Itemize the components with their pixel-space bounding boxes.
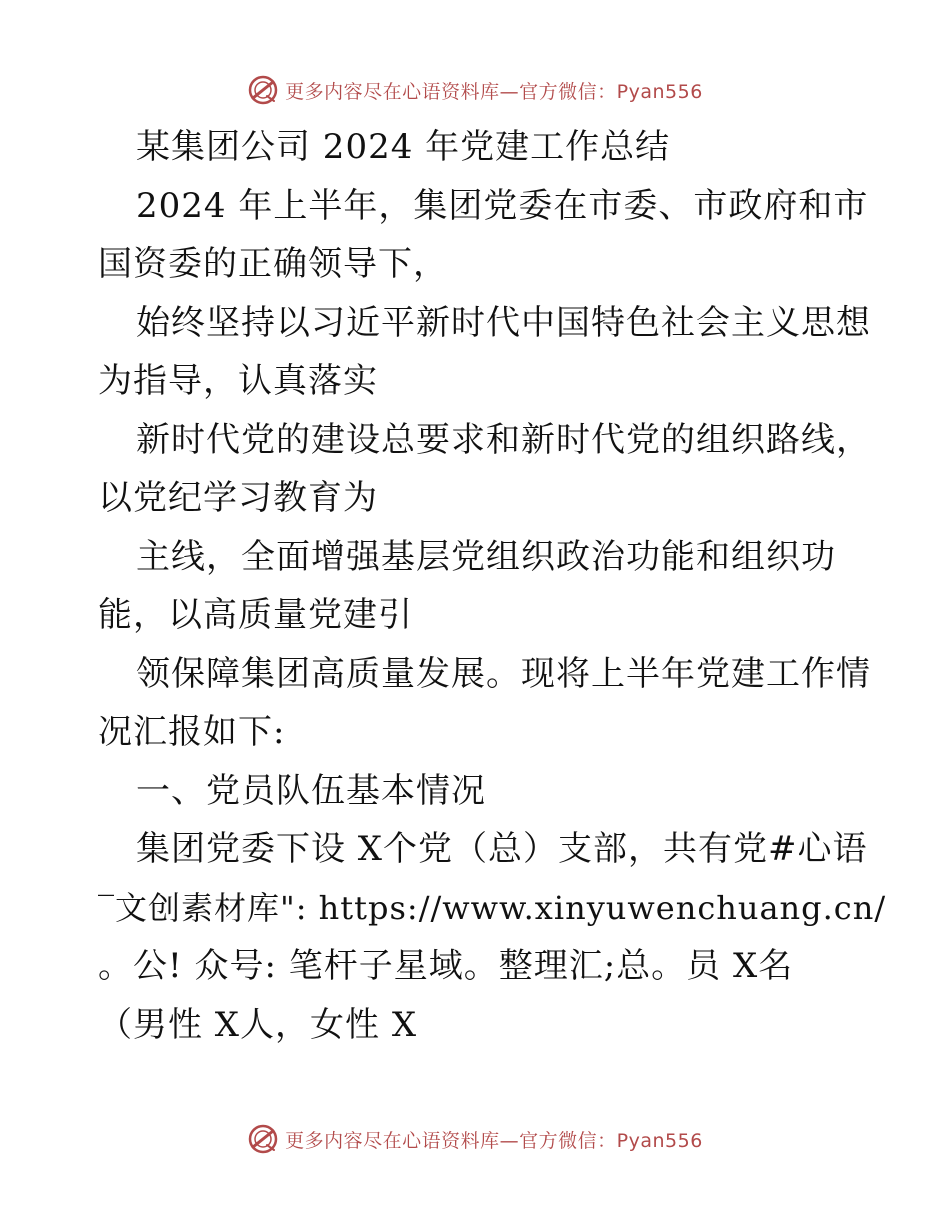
paragraph-line: 。公! 众号: 笔杆子星域。整理汇;总。员 X名 [98,946,794,986]
paragraph-line: 国资委的正确领导下， [98,244,448,284]
paragraph-line: 始终坚持以习近平新时代中国特色社会主义思想 [136,302,871,343]
paragraph-line: ‾文创素材库": https://www.xinyuwenchuang.cn/ [98,888,887,927]
paragraph-line: 为指导，认真落实 [98,361,378,401]
paragraph-line: 2024 年上半年，集团党委在市委、市政府和市 [136,185,869,226]
watermark-text: 更多内容尽在心语资料库—官方微信：Pyan556 [285,80,703,103]
document-body [98,118,887,1054]
paragraph-line: （男性 X人，女性 X [98,1004,418,1045]
paragraph-line: 集团党委下设 X个党（总）支部，共有党#心语 [136,829,868,869]
paragraph-line: 主线，全面增强基层党组织政治功能和组织功 [136,536,836,577]
paragraph-line: 以党纪学习教育为 [98,478,378,518]
document-title: 某集团公司 2024 年党建工作总结 [136,127,671,167]
footer-watermark [0,1119,950,1159]
seal-logo-icon [247,74,279,106]
section-heading: 一、党员队伍基本情况 [136,770,486,811]
seal-logo-icon [247,1123,279,1155]
paragraph-line: 新时代党的建设总要求和新时代党的组织路线， [136,419,871,460]
paragraph-line: 况汇报如下: [98,712,286,752]
paragraph-line: 领保障集团高质量发展。现将上半年党建工作情 [136,653,871,694]
paragraph-line: 能，以高质量党建引 [98,595,413,635]
header-watermark [0,70,950,110]
watermark-text: 更多内容尽在心语资料库—官方微信：Pyan556 [285,1129,703,1152]
